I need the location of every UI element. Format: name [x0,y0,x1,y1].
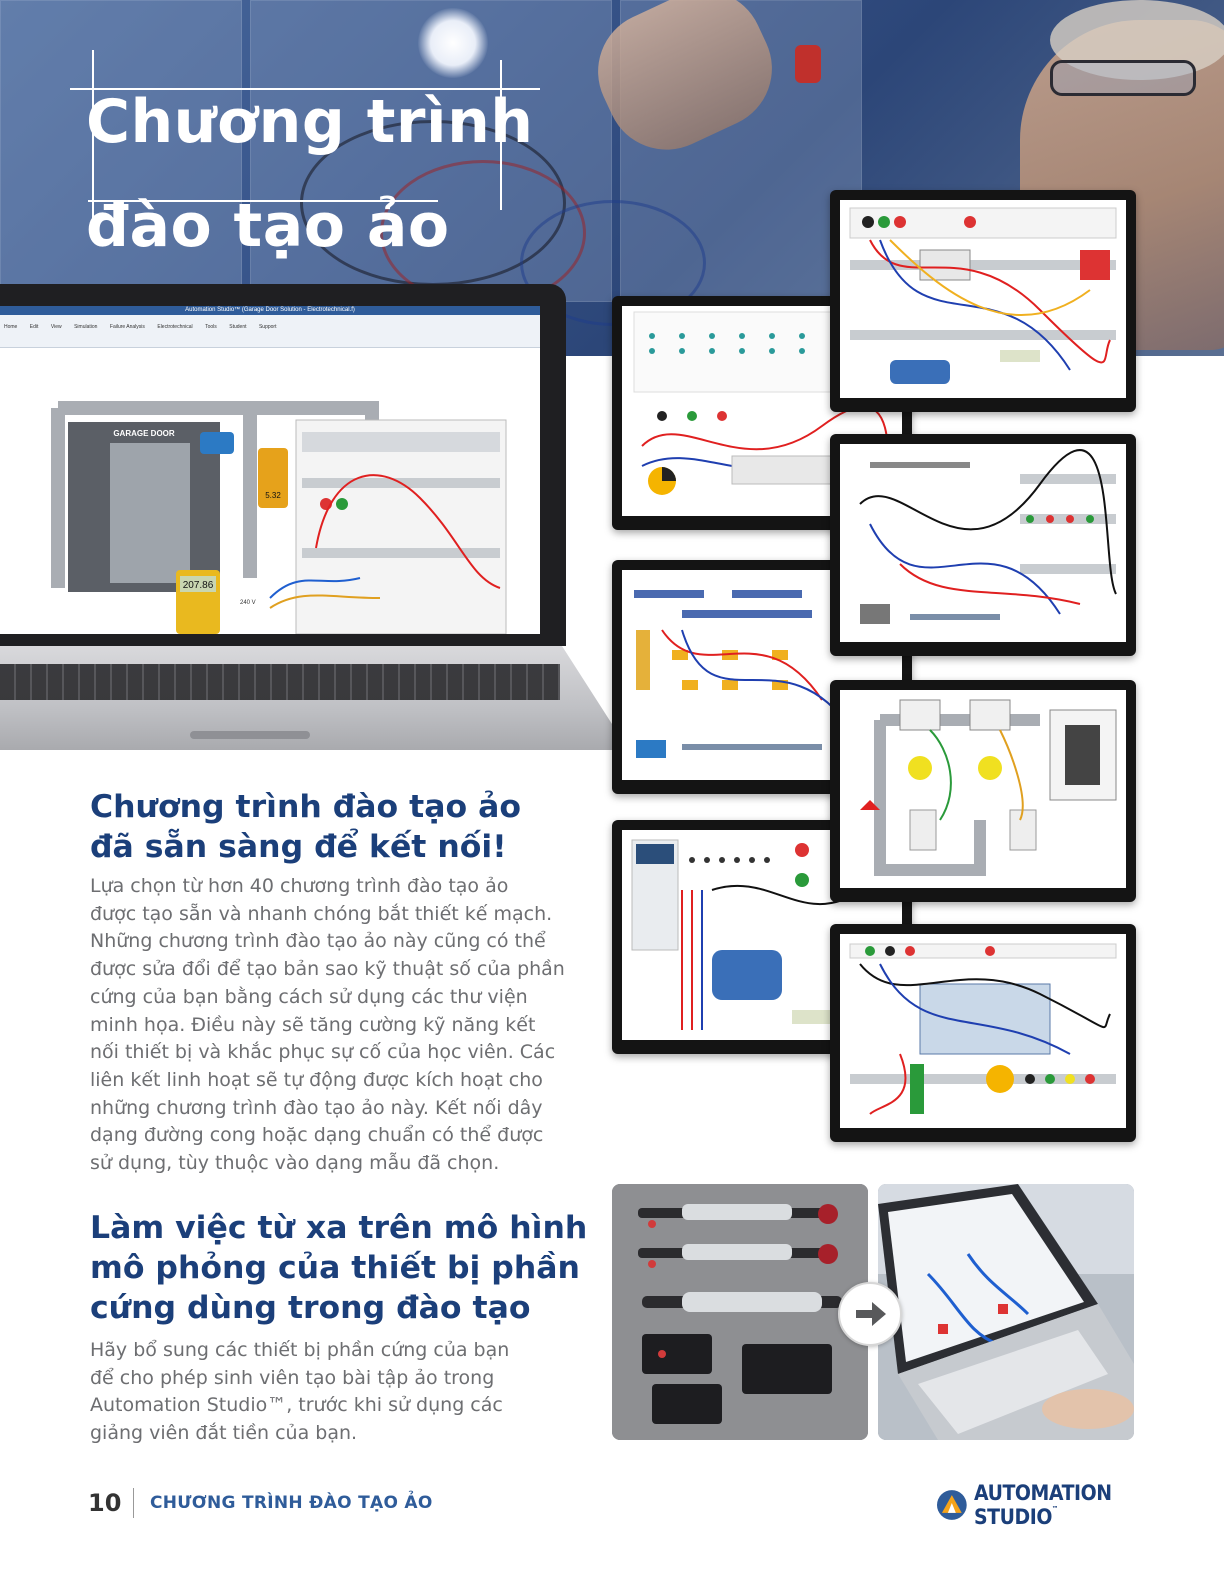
multimeter-value: 207.86 [182,580,214,591]
section1-paragraph [90,873,565,1178]
brand-trademark: ™ [1051,1505,1058,1513]
section1-line: nối thiết bị và khắc phục sự cố của học viên. Các [90,1041,556,1064]
laptop-keyboard [0,664,560,700]
section1-heading [90,787,521,867]
garage-door-label: GARAGE DOOR [113,429,175,438]
training-screenshot-7 [830,924,1136,1142]
wiring-diagram [840,690,1126,888]
terminal-rail [302,432,500,452]
motor-icon [200,432,234,454]
section2-heading-line3: cứng dùng trong đào tạo [90,1290,531,1326]
screenshot-content [840,444,1126,642]
brand-logo [936,1481,1224,1529]
section1-line: cứng của bạn bằng cách sử dụng các thư viện [90,985,528,1008]
motor-icon [712,950,782,1000]
section2-paragraph [90,1337,509,1448]
hero-light-bulb [418,8,488,78]
laptop-on-lap-image [878,1184,1134,1440]
section1-line: minh họa. Điều này sẽ tăng cường kỹ năng kết [90,1013,536,1036]
training-screenshot-6 [830,680,1136,902]
laptop-usage-photo [878,1184,1134,1440]
electrical-panel-diagram [840,200,1126,398]
section2-heading [90,1208,587,1328]
section1-line: Lựa chọn từ hơn 40 chương trình đào tạo ảo [90,875,509,897]
footer-divider [133,1488,134,1518]
menu-tab-simulation: Simulation [74,324,98,330]
brand-name-text: AUTOMATION STUDIO [973,1481,1112,1529]
voltage-label: 240 V [240,600,256,606]
app-ribbon [0,315,540,348]
arrow-right-icon [840,1284,900,1344]
section1-heading-line2: đã sẵn sàng để kết nối! [90,829,507,865]
arrow-connector [838,1282,902,1346]
training-screenshot-5 [830,434,1136,656]
menu-tab-edit: Edit [29,324,39,330]
section2-line: Hãy bổ sung các thiết bị phần cứng của bạn [90,1339,510,1361]
hero-title-line1: Chương trình [86,87,534,157]
section1-heading-line1: Chương trình đào tạo ảo [90,789,521,825]
automation-studio-logo-icon [936,1489,968,1521]
section1-line: sử dụng, tùy thuộc vào dạng mẫu đã chọn. [90,1152,500,1175]
screenshot-content [840,934,1126,1128]
hardware-components-image [612,1184,868,1440]
electrical-panel [296,420,506,634]
menu-tab-home: Home [4,324,18,330]
hero-title [86,70,534,278]
footer-section-title: CHƯƠNG TRÌNH ĐÀO TẠO ẢO [150,1493,433,1513]
training-screenshot-4 [830,190,1136,412]
clamp-meter-value: 5.32 [265,491,281,500]
section1-line: được sửa đổi để tạo bản sao kỹ thuật số của phần [90,958,565,981]
section2-heading-line1: Làm việc từ xa trên mô hình [90,1210,588,1246]
laptop-mockup [0,284,612,750]
hardware-trainer-photo [612,1184,868,1440]
app-titlebar: Automation Studio™ (Garage Door Solution - Electrotechnical.f) [0,306,540,315]
plc-diagram [840,934,1126,1128]
indicator-green [336,498,348,510]
menu-tab-tools: Tools [205,324,217,330]
diagram-canvas [0,348,512,634]
section1-line: liên kết linh hoạt sẽ tự động được kích hoạt cho [90,1068,543,1091]
menu-tab-student: Student [229,324,247,330]
section1-line: được tạo sẵn và nhanh chóng bắt thiết kế mạch. [90,902,553,925]
menu-tab-support: Support [258,324,277,330]
laptop-trackpad [190,731,310,739]
section1-line: những chương trình đào tạo ảo này. Kết nối dây [90,1096,543,1119]
section2-line: giảng viên đắt tiền của bạn. [90,1422,358,1445]
screenshot-content [840,200,1126,398]
din-rail [302,548,500,558]
section1-line: Những chương trình đào tạo ảo này cũng có thể [90,930,546,953]
app-screenshot [0,306,540,634]
hero-person-glasses [1050,60,1196,96]
menu-tab-electrotechnical: Electrotechnical [157,324,193,330]
menu-tab-view: View [50,324,62,330]
hero-red-button [795,45,821,83]
menu-tab-failure-analysis: Failure Analysis [109,324,145,330]
garage-door-diagram [0,348,512,634]
section2-heading-line2: mô phỏng của thiết bị phần [90,1250,580,1286]
garage-door-image [110,443,190,583]
section1-line: dạng đường cong hoặc dạng chuẩn có thể được [90,1124,544,1147]
page-number: 10 [88,1489,122,1517]
hero-title-line2: đào tạo ảo [86,191,450,261]
screenshot-content [840,690,1126,888]
pneumatic-panel-diagram [840,444,1126,642]
brand-name [974,1481,1199,1529]
section2-line: Automation Studio™, trước khi sử dụng các [90,1394,503,1417]
section2-line: để cho phép sinh viên tạo bài tập ảo trong [90,1366,495,1389]
